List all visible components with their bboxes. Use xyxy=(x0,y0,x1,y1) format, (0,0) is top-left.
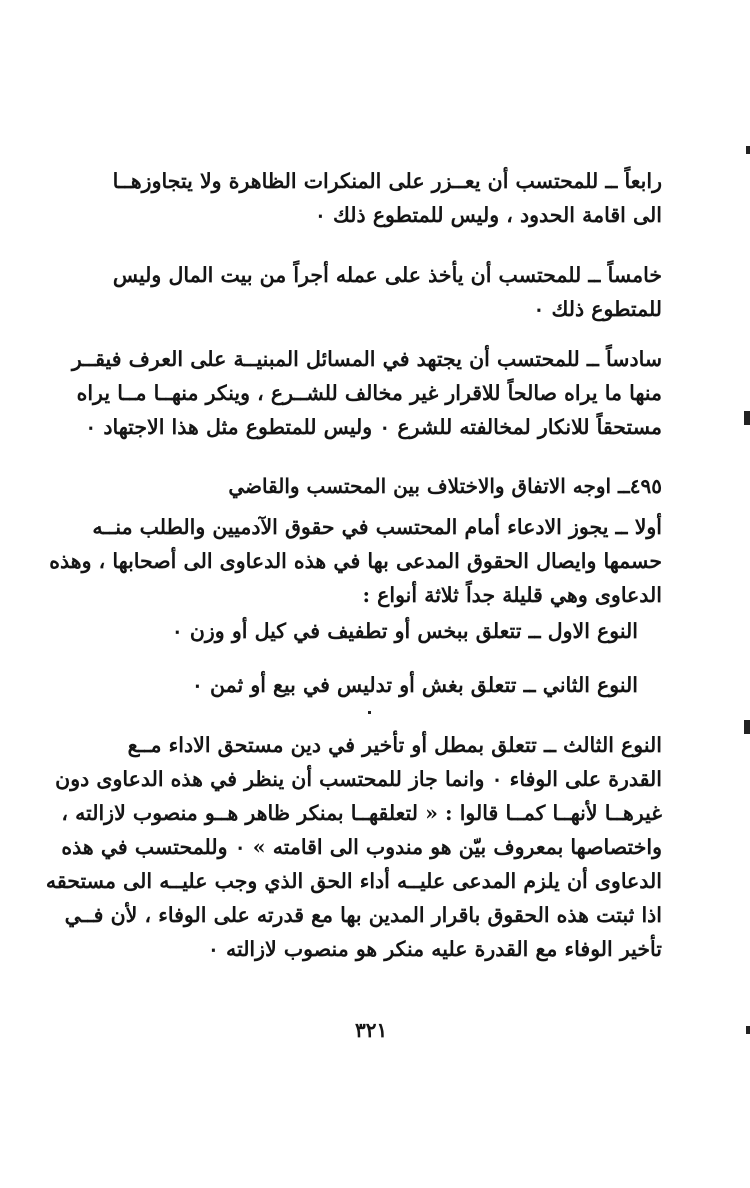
text-line: سادساً ــ للمحتسب أن يجتهد في المسائل المبنيــة على العرف فيقــر xyxy=(71,347,662,371)
paragraph-fifth xyxy=(107,258,662,326)
text-line: أولا ــ يجوز الادعاء أمام المحتسب في حقوق الآدميين والطلب منــه xyxy=(92,515,662,539)
page-number: ٣٢١ xyxy=(355,1018,388,1042)
text-line: غيرهــا لأنهــا كمــا قالوا : « لتعلقهــا بمنكر ظاهر هــو منصوب لازالته ، xyxy=(61,801,662,825)
text-line: حسمها وايصال الحقوق المدعى بها في هذه الدعاوى الى أصحابها ، وهذه xyxy=(49,549,662,573)
type-one-line: النوع الاول ــ تتعلق ببخس أو تطفيف في كيل أو وزن ٠ xyxy=(171,619,638,643)
paragraph-type-three xyxy=(45,728,662,966)
text-line: اذا ثبتت هذه الحقوق باقرار المدين بها مع قدرته على الوفاء ، لأن فــي xyxy=(64,903,662,927)
text-line: للمتطوع ذلك ٠ xyxy=(533,297,662,321)
scan-mark xyxy=(746,146,750,154)
scan-mark xyxy=(744,720,750,734)
paragraph-first xyxy=(49,510,662,612)
text-line: الى اقامة الحدود ، وليس للمتطوع ذلك ٠ xyxy=(314,203,662,227)
scan-mark xyxy=(744,411,750,425)
text-line: رابعاً ــ للمحتسب أن يعــزر على المنكرات الظاهرة ولا يتجاوزهــا xyxy=(112,169,662,193)
text-line: مستحقاً للانكار لمخالفته للشرع ٠ وليس للمتطوع مثل هذا الاجتهاد ٠ xyxy=(85,415,662,439)
section-heading: ٤٩٥ــ اوجه الاتفاق والاختلاف بين المحتسب والقاضي xyxy=(228,474,662,498)
text-line: الدعاوى وهي قليلة جداً ثلاثة أنواع : xyxy=(362,583,662,607)
text-line: النوع الثالث ــ تتعلق بمطل أو تأخير في دين مستحق الاداء مــع xyxy=(127,733,662,757)
text-line: واختصاصها بمعروف بيّن هو مندوب الى اقامته » ٠ وللمحتسب في هذه xyxy=(61,835,662,859)
text-line: خامساً ــ للمحتسب أن يأخذ على عمله أجراً من بيت المال وليس xyxy=(112,263,662,287)
scan-mark xyxy=(746,1026,750,1034)
text-line: تأخير الوفاء مع القدرة عليه منكر هو منصوب لازالته ٠ xyxy=(207,937,662,961)
text-line: الدعاوى أن يلزم المدعى عليــه أداء الحق الذي وجب عليــه الى مستحقه xyxy=(45,869,662,893)
scan-mark xyxy=(368,711,371,714)
paragraph-sixth xyxy=(71,342,662,444)
type-two-line: النوع الثاني ــ تتعلق بغش أو تدليس في بيع أو ثمن ٠ xyxy=(191,673,638,697)
text-line: القدرة على الوفاء ٠ وانما جاز للمحتسب أن ينظر في هذه الدعاوى دون xyxy=(55,767,662,791)
text-line: منها ما يراه صالحاً للاقرار غير مخالف للشــرع ، وينكر منهــا مــا يراه xyxy=(76,381,662,405)
paragraph-fourth xyxy=(107,164,662,232)
